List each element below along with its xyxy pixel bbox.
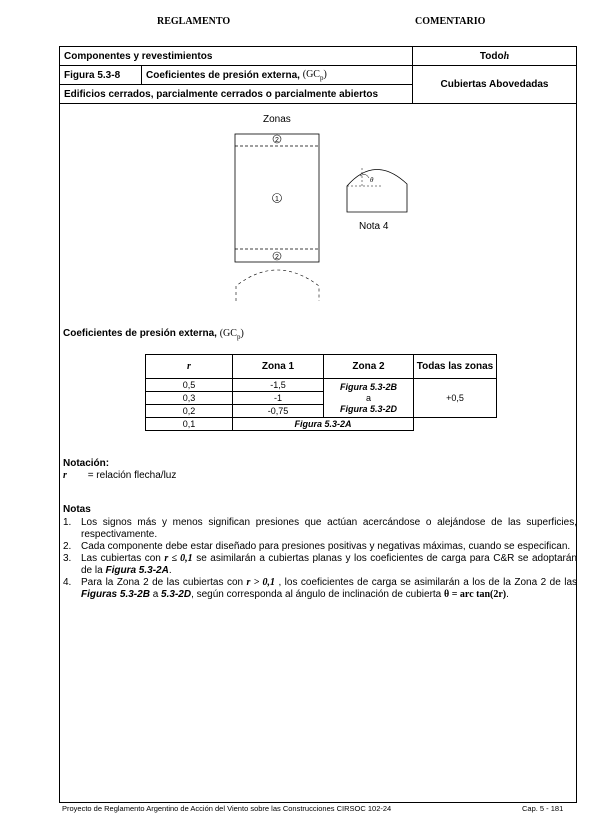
note-text: Para la Zona 2 de las cubiertas con <box>81 577 247 588</box>
note-number: 2. <box>63 541 72 552</box>
figure-title: Coeficientes de presión externa, <box>146 69 300 81</box>
zones-diagram <box>220 126 440 306</box>
note-text: Las cubiertas con <box>81 553 165 564</box>
note-item <box>63 553 577 577</box>
note-text: a <box>149 589 162 600</box>
coef-heading <box>63 328 244 341</box>
note-text: , según corresponda al ángulo de inclinación de cubierta <box>191 589 445 600</box>
coef-heading-text: Coeficientes de presión externa, <box>63 328 220 339</box>
notas-title: Notas <box>63 504 91 515</box>
note-text: se asimilarán a cubiertas planas y los coeficientes de carga para C&R se adoptarán de la <box>81 553 577 576</box>
figure-label-cell <box>59 65 142 85</box>
zone-1-number: 1 <box>275 196 279 203</box>
reglamento-header: REGLAMENTO <box>157 16 231 27</box>
cell-r: 0,1 <box>146 418 233 431</box>
figure-symbol-sub: p <box>319 73 324 82</box>
cell-row4-merged: Figura 5.3-2A <box>233 418 414 431</box>
note-figure-ref: Figura 5.3-2A <box>105 565 169 576</box>
cell-r: 0,3 <box>146 392 233 405</box>
note-item <box>63 541 577 553</box>
table-row <box>146 379 497 392</box>
notacion-title: Notación: <box>63 458 110 469</box>
note-number: 4. <box>63 577 72 588</box>
note-text: Cada componente debe estar diseñado para presiones positivas y negativas máximas, cuando se especifican. <box>81 541 571 552</box>
note-text: . <box>168 565 172 576</box>
section-cell <box>59 46 413 66</box>
note-text: . <box>506 589 509 600</box>
footer-page: Cap. 5 - 181 <box>522 804 564 813</box>
vault-section <box>347 169 407 212</box>
notacion-text: = relación flecha/luz <box>87 470 177 481</box>
figure-symbol-close: ) <box>323 68 327 80</box>
header-todas: Todas las zonas <box>414 355 497 379</box>
coef-symbol: (GC <box>219 328 237 339</box>
note-text: , los coeficientes de carga se asimilarán a los de la Zona 2 de las <box>274 577 578 588</box>
cell-zona1: -1 <box>233 392 324 405</box>
note-figure-ref: Figuras 5.3-2B <box>81 589 150 600</box>
cell-todas-merged: +0,5 <box>414 379 497 418</box>
figure-title-cell <box>141 65 413 85</box>
coef-symbol-close: ) <box>240 328 244 339</box>
angle-arc <box>360 174 369 178</box>
note-number: 1. <box>63 517 72 528</box>
section-title: Componentes y revestimientos <box>64 50 213 62</box>
figure-symbol: (GC <box>302 68 320 80</box>
zone-2-bottom-number: 2 <box>275 254 279 261</box>
note-math: θ = arc tan(2r) <box>444 589 507 600</box>
zonas-label: Zonas <box>263 114 291 125</box>
figure-label: Figura 5.3-8 <box>64 69 121 81</box>
note-figure-ref: 5.3-2D <box>161 589 192 600</box>
height-label: Todo <box>479 50 504 62</box>
building-type: Edificios cerrados, parcialmente cerrados o parcialmente abiertos <box>64 88 379 100</box>
zona2-ref-end: Figura 5.3-2D <box>339 403 397 414</box>
note-item <box>63 517 577 541</box>
cell-zona1: -0,75 <box>233 405 324 418</box>
zona2-ref-start: Figura 5.3-2B <box>339 381 397 392</box>
note-item <box>63 577 577 601</box>
header-r: r <box>187 361 191 372</box>
table-header-row <box>146 355 497 379</box>
notas-list <box>63 517 577 601</box>
notacion-entry <box>63 470 176 481</box>
coefficients-table <box>145 354 497 431</box>
notacion-symbol: r <box>63 470 67 481</box>
coef-symbol-sub: p <box>236 333 241 341</box>
cell-empty <box>414 418 497 431</box>
roof-type-cell <box>412 65 577 104</box>
header-zona1: Zona 1 <box>233 355 324 379</box>
note-math: r ≤ 0,1 <box>164 553 193 564</box>
height-symbol: h <box>503 50 510 62</box>
height-cell <box>412 46 577 66</box>
building-cell <box>59 84 413 104</box>
note-number: 3. <box>63 553 72 564</box>
note-math: r > 0,1 <box>246 577 275 588</box>
cell-r: 0,2 <box>146 405 233 418</box>
theta-label: θ <box>370 176 374 184</box>
note-text: Los signos más y menos significan presiones que actúan acercándose o alejándose de las superficies, respectivamente. <box>81 517 577 540</box>
header-zona2: Zona 2 <box>324 355 414 379</box>
footer-title: Proyecto de Reglamento Argentino de Acción del Viento sobre las Construcciones CIRSOC 102-24 <box>62 804 392 813</box>
dashed-vault-section <box>236 270 319 301</box>
table-row <box>146 418 497 431</box>
roof-type: Cubiertas Abovedadas <box>440 79 549 90</box>
nota4-label: Nota 4 <box>359 221 389 232</box>
comentario-header: COMENTARIO <box>415 16 486 27</box>
zona2-ref-connector: a <box>365 392 371 403</box>
cell-zona1: -1,5 <box>233 379 324 392</box>
zone-2-top-number: 2 <box>275 137 279 144</box>
cell-r: 0,5 <box>146 379 233 392</box>
cell-zona2-merged <box>324 379 414 418</box>
